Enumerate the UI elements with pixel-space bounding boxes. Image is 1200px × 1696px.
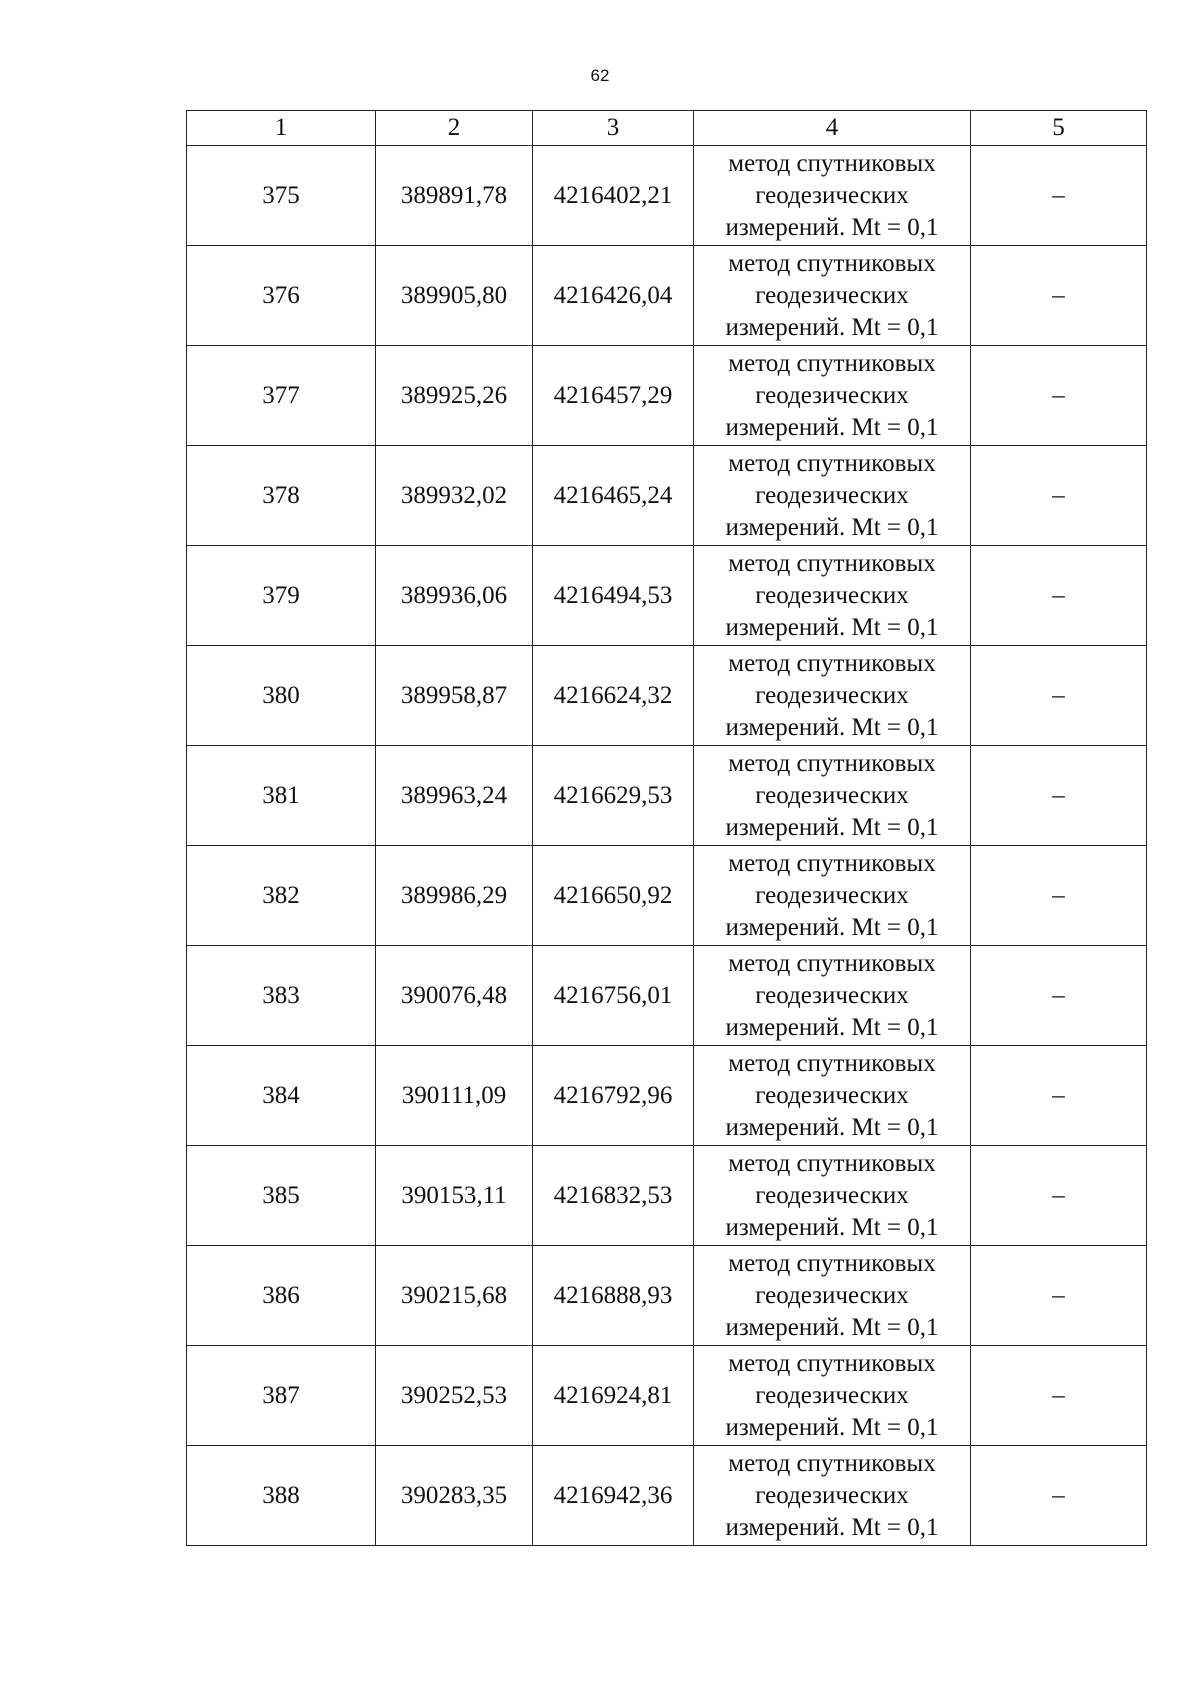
method-line-1: метод спутниковых [728, 849, 936, 877]
method-line-3: измерений. Mt = 0,1 [725, 213, 939, 241]
table-row [187, 846, 1147, 946]
method-cell [694, 946, 971, 1046]
table-row [187, 946, 1147, 1046]
table-row [187, 1246, 1147, 1346]
point-number: 375 [187, 146, 376, 246]
table-row [187, 1046, 1147, 1146]
coordinate-x: 390153,11 [376, 1146, 533, 1246]
header-col-2: 2 [376, 111, 533, 146]
header-col-3: 3 [533, 111, 694, 146]
note-cell: – [971, 346, 1147, 446]
method-cell [694, 1346, 971, 1446]
note-cell: – [971, 946, 1147, 1046]
method-line-3: измерений. Mt = 0,1 [725, 1113, 939, 1141]
method-line-2: геодезических [755, 1181, 909, 1209]
method-line-2: геодезических [755, 581, 909, 609]
coordinate-x: 389891,78 [376, 146, 533, 246]
coordinate-x: 390283,35 [376, 1446, 533, 1546]
method-line-2: геодезических [755, 381, 909, 409]
method-line-2: геодезических [755, 281, 909, 309]
note-cell: – [971, 1246, 1147, 1346]
coordinate-y: 4216624,32 [533, 646, 694, 746]
method-line-1: метод спутниковых [728, 249, 936, 277]
point-number: 388 [187, 1446, 376, 1546]
method-line-1: метод спутниковых [728, 149, 936, 177]
method-cell [694, 1146, 971, 1246]
method-line-2: геодезических [755, 1481, 909, 1509]
method-line-2: геодезических [755, 481, 909, 509]
method-cell [694, 746, 971, 846]
coordinate-x: 390215,68 [376, 1246, 533, 1346]
point-number: 379 [187, 546, 376, 646]
method-line-3: измерений. Mt = 0,1 [725, 1513, 939, 1541]
coordinate-y: 4216465,24 [533, 446, 694, 546]
method-line-2: геодезических [755, 781, 909, 809]
method-line-2: геодезических [755, 681, 909, 709]
method-line-1: метод спутниковых [728, 449, 936, 477]
note-cell: – [971, 546, 1147, 646]
table-row [187, 646, 1147, 746]
table-row [187, 1346, 1147, 1446]
table-row [187, 1146, 1147, 1246]
method-cell [694, 846, 971, 946]
method-line-1: метод спутниковых [728, 1049, 936, 1077]
coordinate-y: 4216426,04 [533, 246, 694, 346]
method-cell [694, 1246, 971, 1346]
coordinate-x: 389986,29 [376, 846, 533, 946]
point-number: 385 [187, 1146, 376, 1246]
method-line-3: измерений. Mt = 0,1 [725, 1013, 939, 1041]
coordinate-y: 4216650,92 [533, 846, 694, 946]
table-row [187, 1446, 1147, 1546]
coordinate-x: 389963,24 [376, 746, 533, 846]
note-cell: – [971, 446, 1147, 546]
point-number: 384 [187, 1046, 376, 1146]
point-number: 383 [187, 946, 376, 1046]
method-line-1: метод спутниковых [728, 549, 936, 577]
method-cell [694, 1046, 971, 1146]
method-cell [694, 1446, 971, 1546]
method-line-3: измерений. Mt = 0,1 [725, 1213, 939, 1241]
coordinate-x: 389936,06 [376, 546, 533, 646]
method-cell [694, 646, 971, 746]
method-line-1: метод спутниковых [728, 1449, 936, 1477]
method-line-3: измерений. Mt = 0,1 [725, 413, 939, 441]
coordinate-y: 4216457,29 [533, 346, 694, 446]
coordinate-y: 4216792,96 [533, 1046, 694, 1146]
coordinate-y: 4216629,53 [533, 746, 694, 846]
method-cell [694, 246, 971, 346]
table-row [187, 246, 1147, 346]
coordinate-x: 389925,26 [376, 346, 533, 446]
coordinate-y: 4216888,93 [533, 1246, 694, 1346]
coordinate-y: 4216494,53 [533, 546, 694, 646]
method-line-1: метод спутниковых [728, 1149, 936, 1177]
method-line-3: измерений. Mt = 0,1 [725, 513, 939, 541]
method-line-3: измерений. Mt = 0,1 [725, 1313, 939, 1341]
method-line-2: геодезических [755, 981, 909, 1009]
method-line-2: геодезических [755, 181, 909, 209]
method-line-2: геодезических [755, 1381, 909, 1409]
point-number: 381 [187, 746, 376, 846]
coordinate-y: 4216756,01 [533, 946, 694, 1046]
table-row [187, 446, 1147, 546]
note-cell: – [971, 246, 1147, 346]
note-cell: – [971, 146, 1147, 246]
method-line-1: метод спутниковых [728, 749, 936, 777]
coordinate-x: 390076,48 [376, 946, 533, 1046]
method-line-1: метод спутниковых [728, 1249, 936, 1277]
point-number: 378 [187, 446, 376, 546]
note-cell: – [971, 1346, 1147, 1446]
point-number: 377 [187, 346, 376, 446]
coordinate-x: 389932,02 [376, 446, 533, 546]
method-line-3: измерений. Mt = 0,1 [725, 613, 939, 641]
header-row [187, 111, 1147, 146]
method-cell [694, 446, 971, 546]
coordinate-x: 389905,80 [376, 246, 533, 346]
note-cell: – [971, 1146, 1147, 1246]
table-row [187, 346, 1147, 446]
method-cell [694, 546, 971, 646]
note-cell: – [971, 646, 1147, 746]
table-row [187, 746, 1147, 846]
header-col-1: 1 [187, 111, 376, 146]
method-line-1: метод спутниковых [728, 1349, 936, 1377]
note-cell: – [971, 1446, 1147, 1546]
method-line-1: метод спутниковых [728, 949, 936, 977]
method-line-3: измерений. Mt = 0,1 [725, 713, 939, 741]
method-line-2: геодезических [755, 1281, 909, 1309]
method-line-3: измерений. Mt = 0,1 [725, 913, 939, 941]
method-line-3: измерений. Mt = 0,1 [725, 313, 939, 341]
note-cell: – [971, 746, 1147, 846]
point-number: 380 [187, 646, 376, 746]
method-line-3: измерений. Mt = 0,1 [725, 1413, 939, 1441]
page-number: 62 [590, 66, 610, 85]
coordinate-x: 390111,09 [376, 1046, 533, 1146]
coordinate-y: 4216924,81 [533, 1346, 694, 1446]
coordinate-y: 4216832,53 [533, 1146, 694, 1246]
note-cell: – [971, 846, 1147, 946]
header-col-4: 4 [694, 111, 971, 146]
point-number: 387 [187, 1346, 376, 1446]
table-row [187, 146, 1147, 246]
method-cell [694, 346, 971, 446]
method-cell [694, 146, 971, 246]
table-row [187, 546, 1147, 646]
note-cell: – [971, 1046, 1147, 1146]
method-line-2: геодезических [755, 881, 909, 909]
method-line-1: метод спутниковых [728, 349, 936, 377]
coordinate-x: 389958,87 [376, 646, 533, 746]
table-header [187, 111, 1147, 146]
header-col-5: 5 [971, 111, 1147, 146]
method-line-3: измерений. Mt = 0,1 [725, 813, 939, 841]
coordinate-y: 4216942,36 [533, 1446, 694, 1546]
method-line-1: метод спутниковых [728, 649, 936, 677]
point-number: 376 [187, 246, 376, 346]
point-number: 382 [187, 846, 376, 946]
method-line-2: геодезических [755, 1081, 909, 1109]
point-number: 386 [187, 1246, 376, 1346]
coordinate-y: 4216402,21 [533, 146, 694, 246]
table-body [187, 146, 1147, 1546]
coordinates-table [186, 110, 1147, 1546]
coordinate-x: 390252,53 [376, 1346, 533, 1446]
